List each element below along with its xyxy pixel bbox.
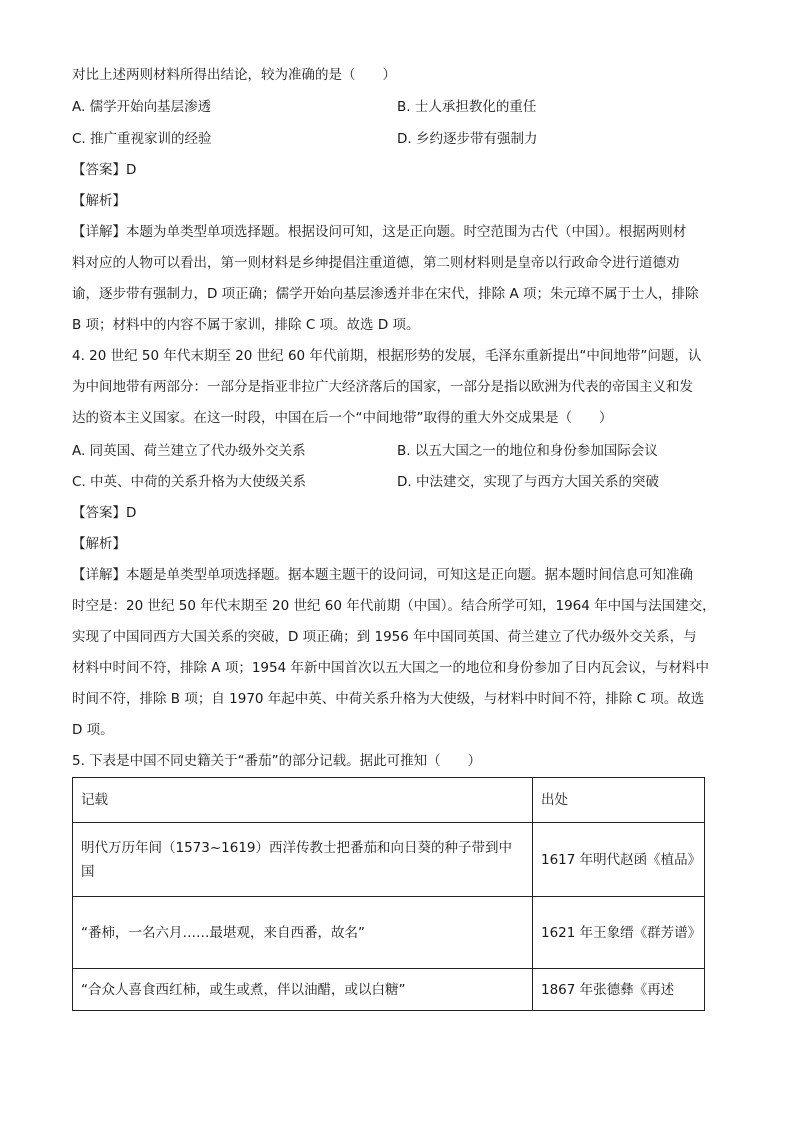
q3-answer: 【答案】D: [72, 162, 137, 178]
q4-detail-line: 材料中时间不符，排除 A 项；1954 年新中国首次以五大国之一的地位和身份参加了日内瓦会议，与材料中: [72, 660, 709, 676]
q4-option-d: D. 中法建交，实现了与西方大国关系的突破: [397, 474, 659, 490]
q4-detail-line: 时间不符，排除 B 项；自 1970 年起中英、中荷关系升格为大使级，与材料中时间不符，排除 C 项。故选: [72, 691, 705, 707]
q3-detail-line: 【详解】本题为单类型单项选择题。根据设问可知，这是正向题。时空范围为古代（中国）。根据两则材: [72, 224, 687, 240]
q4-detail-line: 时空是：20 世纪 50 年代末期至 20 世纪 60 年代前期（中国）。结合所学可知，1964 年中国与法国建交，: [72, 598, 716, 614]
q3-option-d: D. 乡约逐步带有强制力: [397, 131, 538, 147]
q4-option-b: B. 以五大国之一的地位和身份参加国际会议: [397, 443, 658, 459]
records-table: [72, 777, 705, 1011]
table-row: [73, 897, 705, 969]
q4-detail-line: 【详解】本题是单类型单项选择题。据本题主题干的设问词，可知这是正向题。据本题时间信息可知准确: [72, 567, 693, 583]
q4-detail-line: D 项。: [72, 722, 114, 738]
q5-stem: 5. 下表是中国不同史籍关于“番茄”的部分记载。据此可推知（ ）: [72, 753, 482, 769]
table-cell: “番柿，一名六月……最堪观，来自西番，故名”: [73, 897, 533, 969]
table-row: [73, 823, 705, 897]
q4-detail-line: 实现了中国同西方大国关系的突破，D 项正确；到 1956 年中国同英国、荷兰建立了代办级外交关系，与: [72, 629, 697, 645]
q4-analysis-label: 【解析】: [72, 536, 126, 552]
q3-detail-line: 谕，逐步带有强制力，D 项正确；儒学开始向基层渗透并非在宋代，排除 A 项；朱元璋不属于士人，排除: [72, 286, 699, 302]
q3-option-b: B. 士人承担教化的重任: [397, 99, 537, 115]
q4-answer: 【答案】D: [72, 505, 137, 521]
table-header-cell: 记载: [73, 778, 533, 823]
table-cell: 1867 年张德彝《再述: [533, 969, 705, 1011]
table-row: [73, 969, 705, 1011]
table-cell: 1617 年明代赵函《植品》: [533, 823, 705, 897]
q3-detail-line: B 项；材料中的内容不属于家训，排除 C 项。故选 D 项。: [72, 317, 420, 333]
q3-stem: 对比上述两则材料所得出结论，较为准确的是（ ）: [72, 67, 396, 83]
table-cell: 1621 年王象缙《群芳谱》: [533, 897, 705, 969]
q4-stem-line: 为中间地带有两部分：一部分是指亚非拉广大经济落后的国家，一部分是指以欧洲为代表的帝国主义和发: [72, 379, 693, 395]
q4-option-c: C. 中英、中荷的关系升格为大使级关系: [72, 474, 307, 490]
q4-stem-line: 4. 20 世纪 50 年代末期至 20 世纪 60 年代前期，根据形势的发展，毛泽东重新提出“中间地带”问题，认: [72, 348, 702, 364]
q4-stem-line: 达的资本主义国家。在这一时段，中国在后一个“中间地带”取得的重大外交成果是（ ）: [72, 410, 613, 426]
table-cell: “合众人喜食西红柿，或生或煮，伴以油醋，或以白糖”: [73, 969, 533, 1011]
table-header-cell: 出处: [533, 778, 705, 823]
q3-option-a: A. 儒学开始向基层渗透: [72, 99, 212, 115]
table-header-row: [73, 778, 705, 823]
q3-analysis-label: 【解析】: [72, 193, 126, 209]
q4-option-a: A. 同英国、荷兰建立了代办级外交关系: [72, 443, 306, 459]
table-cell: 明代万历年间（1573~1619）西洋传教士把番茄和向日葵的种子带到中国: [73, 823, 533, 897]
q3-detail-line: 料对应的人物可以看出，第一则材料是乡绅提倡注重道德，第二则材料则是皇帝以行政命令进行道德劝: [72, 255, 680, 271]
q3-option-c: C. 推广重视家训的经验: [72, 131, 212, 147]
